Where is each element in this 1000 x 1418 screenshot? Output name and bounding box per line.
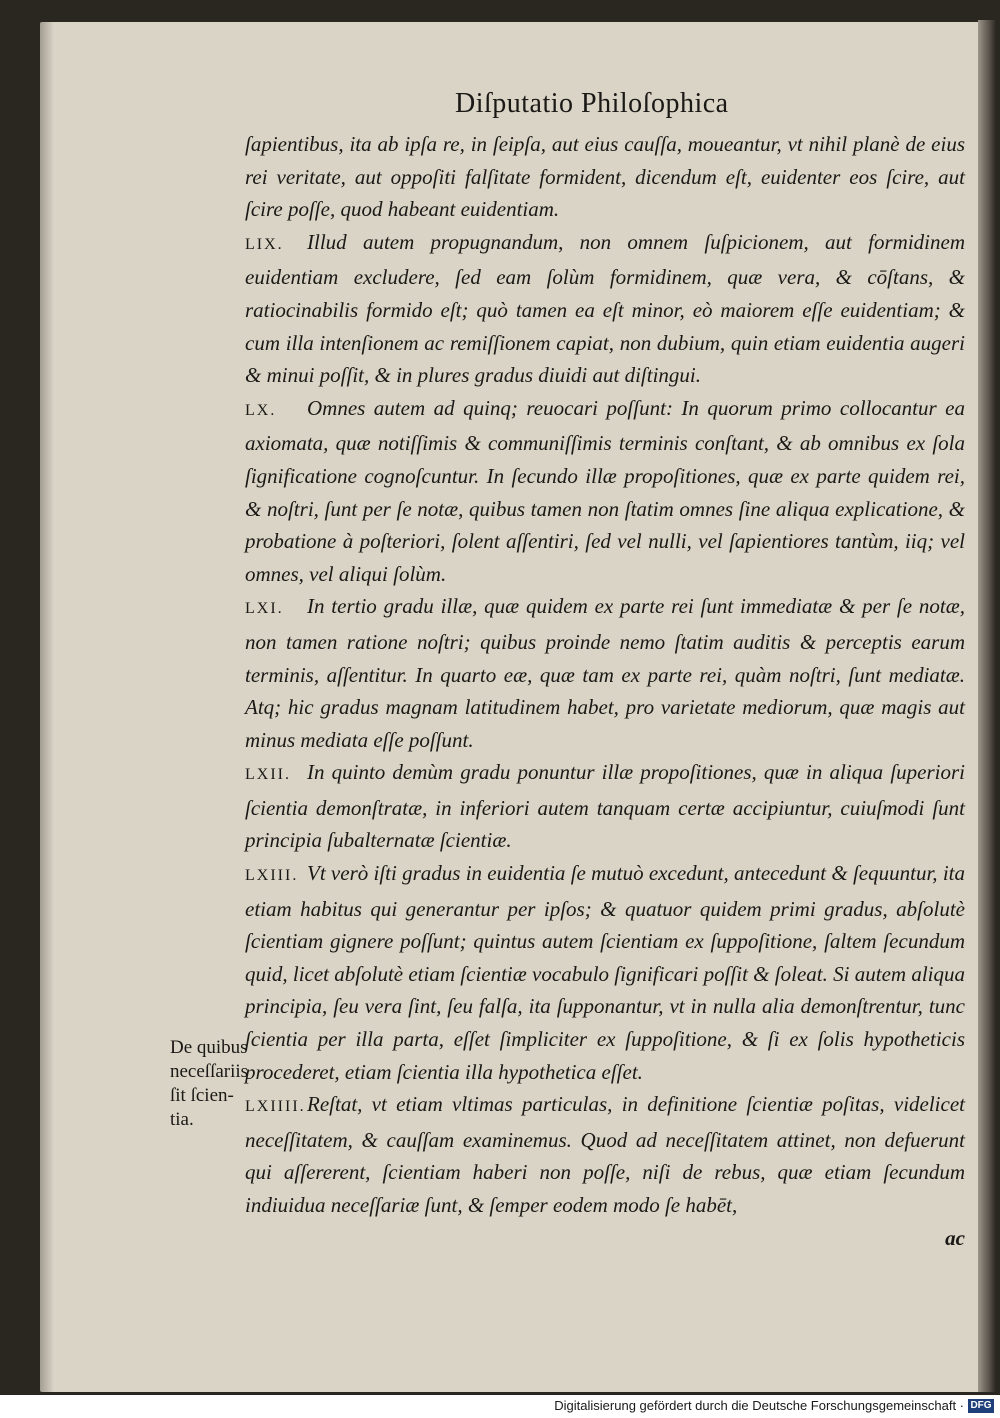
dfg-logo-icon: DFG	[968, 1399, 994, 1413]
paragraph-text: In tertio gradu illæ, quæ quidem ex parte rei ſunt immediatæ & per ſe notæ, non tamen ratione noſtri; quibus proinde nemo ſtatim auditis & perceptis earum terminis, aſſentitur. In quarto eæ, quæ tam ex parte rei, quàm noſtri, ſunt mediatæ. Atq; hic gradus magnam latitudinem habet, pro varietate mediorum, quæ magis aut minus mediata eſſe poſſunt.	[245, 594, 965, 752]
paragraph-number: LXI.	[245, 600, 284, 618]
paragraph-61	[245, 590, 965, 756]
marginal-note-line: De quibus	[170, 1037, 248, 1058]
marginal-note-line: tia.	[170, 1109, 194, 1130]
running-head: Diſputatio Philoſophica	[455, 88, 729, 119]
paragraph-60	[245, 392, 965, 591]
page-edge	[978, 20, 996, 1392]
funding-credit: Digitalisierung gefördert durch die Deutsche Forschungsgemeinschaft ·	[554, 1398, 964, 1413]
paragraph-text: Vt verò iſti gradus in euidentia ſe mutuò excedunt, antecedunt & ſequuntur, ita etiam habitus qui generantur per ipſos; & quatuor quidem primi gradus, abſolutè ſcientiam gignere poſſunt; quintus autem ſcientiam ex ſuppoſitione, ſaltem ſecundum quid, licet abſolutè etiam ſcientiæ vocabulo ſignificari poſſit & ſoleat. Si autem aliqua principia, ſeu vera ſint, ſeu falſa, ita ſupponantur, vt in nulla alia demonſtrentur, tunc ſcientia per illa parta, eſſet ſimpliciter ex ſuppoſitione, & ſi ex ſolis hypotheticis procederet, etiam ſcientia illa hypothetica eſſet.	[245, 861, 965, 1084]
paragraph-63	[245, 857, 965, 1088]
paragraph-number: LX.	[245, 401, 277, 419]
paragraph-text: Omnes autem ad quinq; reuocari poſſunt: In quorum primo collocantur ea axiomata, quæ notiſſimis & communiſſimis terminis conſtant, & ab omnibus ex ſola ſignificatione cognoſcuntur. In ſecundo illæ propoſitiones, quæ ex parte quidem rei, & noſtri, ſunt per ſe notæ, quibus tamen non ſtatim omnes ſine aliqua explicatione, & probatione à poſteriori, ſolent aſſentiri, ſed vel nulli, vel ſapientiores tantùm, iiq; vel omnes, vel aliqui ſolùm.	[245, 395, 965, 586]
paragraph-number: LXII.	[245, 766, 291, 784]
paragraph-text: In quinto demùm gradu ponuntur illæ propoſitiones, quæ in aliqua ſuperiori ſcientia demonſtratæ, in inferiori autem tanquam certæ accipiuntur, cuiuſmodi ſunt principia ſubalternatæ ſcientiæ.	[245, 760, 965, 853]
paragraph-62	[245, 756, 965, 857]
paragraph-text: Illud autem propugnandum, non omnem ſuſpicionem, aut formidinem euidentiam excludere, ſed eam ſolùm formidinem, quæ vera, & cōſtans, & ratiocinabilis formido eſt; quò tamen ea eſt minor, eò maiorem eſſe euidentiam; & cum illa intenſionem ac remiſſionem capiat, non dubium, quin etiam euidentia augeri & minui poſſit, & in plures gradus diuidi aut diſtingui.	[245, 229, 965, 388]
paragraph-64	[245, 1088, 965, 1221]
intro-paragraph: ſapientibus, ita ab ipſa re, in ſeipſa, aut eius cauſſa, moueantur, vt nihil planè de eius rei veritate, aut oppoſiti falſitate formident, dicendum eſt, euidenter eos ſcire, aut ſcire poſſe, quod habeant euidentiam.	[245, 132, 965, 222]
paragraph-59	[245, 226, 965, 392]
gutter-shadow	[40, 22, 54, 1392]
paragraph-number: LIX.	[245, 235, 284, 253]
paragraph-text: Reſtat, vt etiam vltimas particulas, in definitione ſcientiæ poſitas, videlicet neceſſitatem, & cauſſam examinemus. Quod ad neceſſitatem attinet, non defuerunt qui aſſererent, ſcientiam haberi non poſſe, niſi de rebus, quæ etiam ſecundum indiuidua neceſſariæ ſunt, & ſemper eodem modo ſe habēt,	[245, 1092, 965, 1217]
footer-bar	[0, 1395, 1000, 1418]
body-text	[245, 128, 965, 1254]
marginal-note-line: neceſſariis	[170, 1061, 249, 1082]
catchword: ac	[945, 1225, 965, 1250]
marginal-note-line: ſit ſcien-	[170, 1085, 234, 1106]
paragraph-number: LXIII.	[245, 867, 299, 885]
paragraph-number: LXIIII.	[245, 1098, 306, 1116]
